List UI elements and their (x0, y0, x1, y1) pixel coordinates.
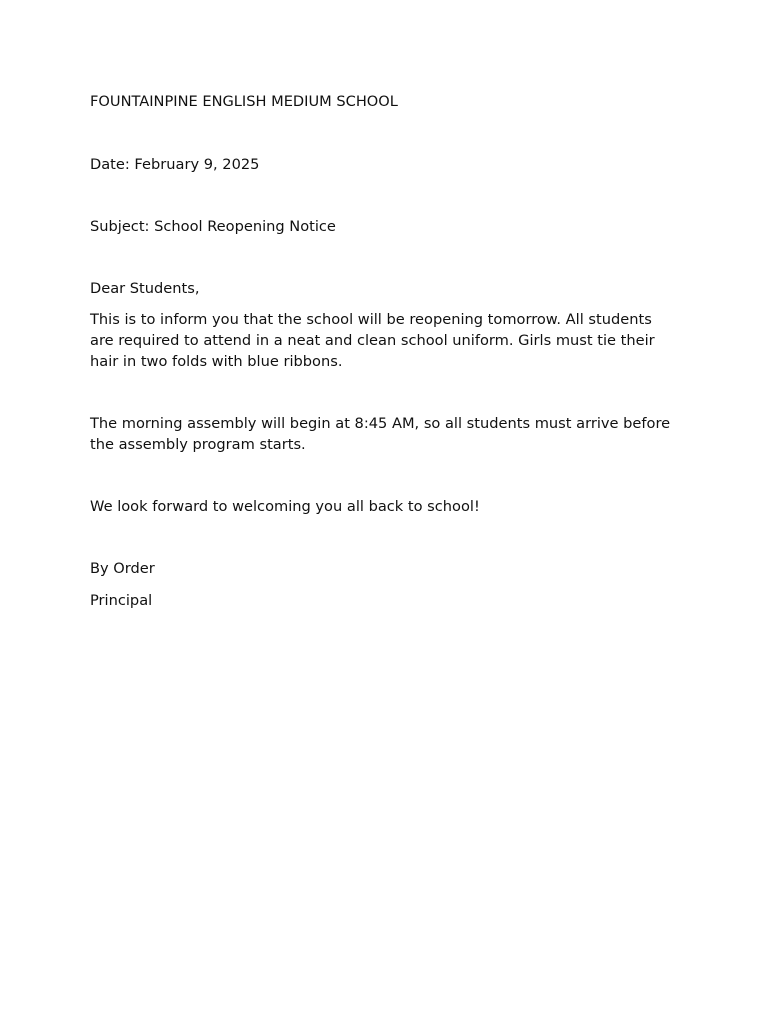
body-paragraph: This is to inform you that the school will be reopening tomorrow. All students are required to attend in a neat and clean school uniform. Girls must tie their hair in two folds with blue ribbons. (90, 311, 655, 370)
salutation: Dear Students, (90, 280, 200, 297)
subject-line: Subject: School Reopening Notice (90, 218, 336, 235)
body-paragraph: We look forward to welcoming you all back to school! (90, 498, 480, 515)
school-name-heading: FOUNTAINPINE ENGLISH MEDIUM SCHOOL (90, 93, 398, 110)
body-paragraph: The morning assembly will begin at 8:45 AM, so all students must arrive before the assembly program starts. (90, 415, 671, 453)
signatory-line: Principal (90, 592, 153, 609)
closing-line: By Order (90, 560, 155, 577)
date-line: Date: February 9, 2025 (90, 156, 260, 173)
